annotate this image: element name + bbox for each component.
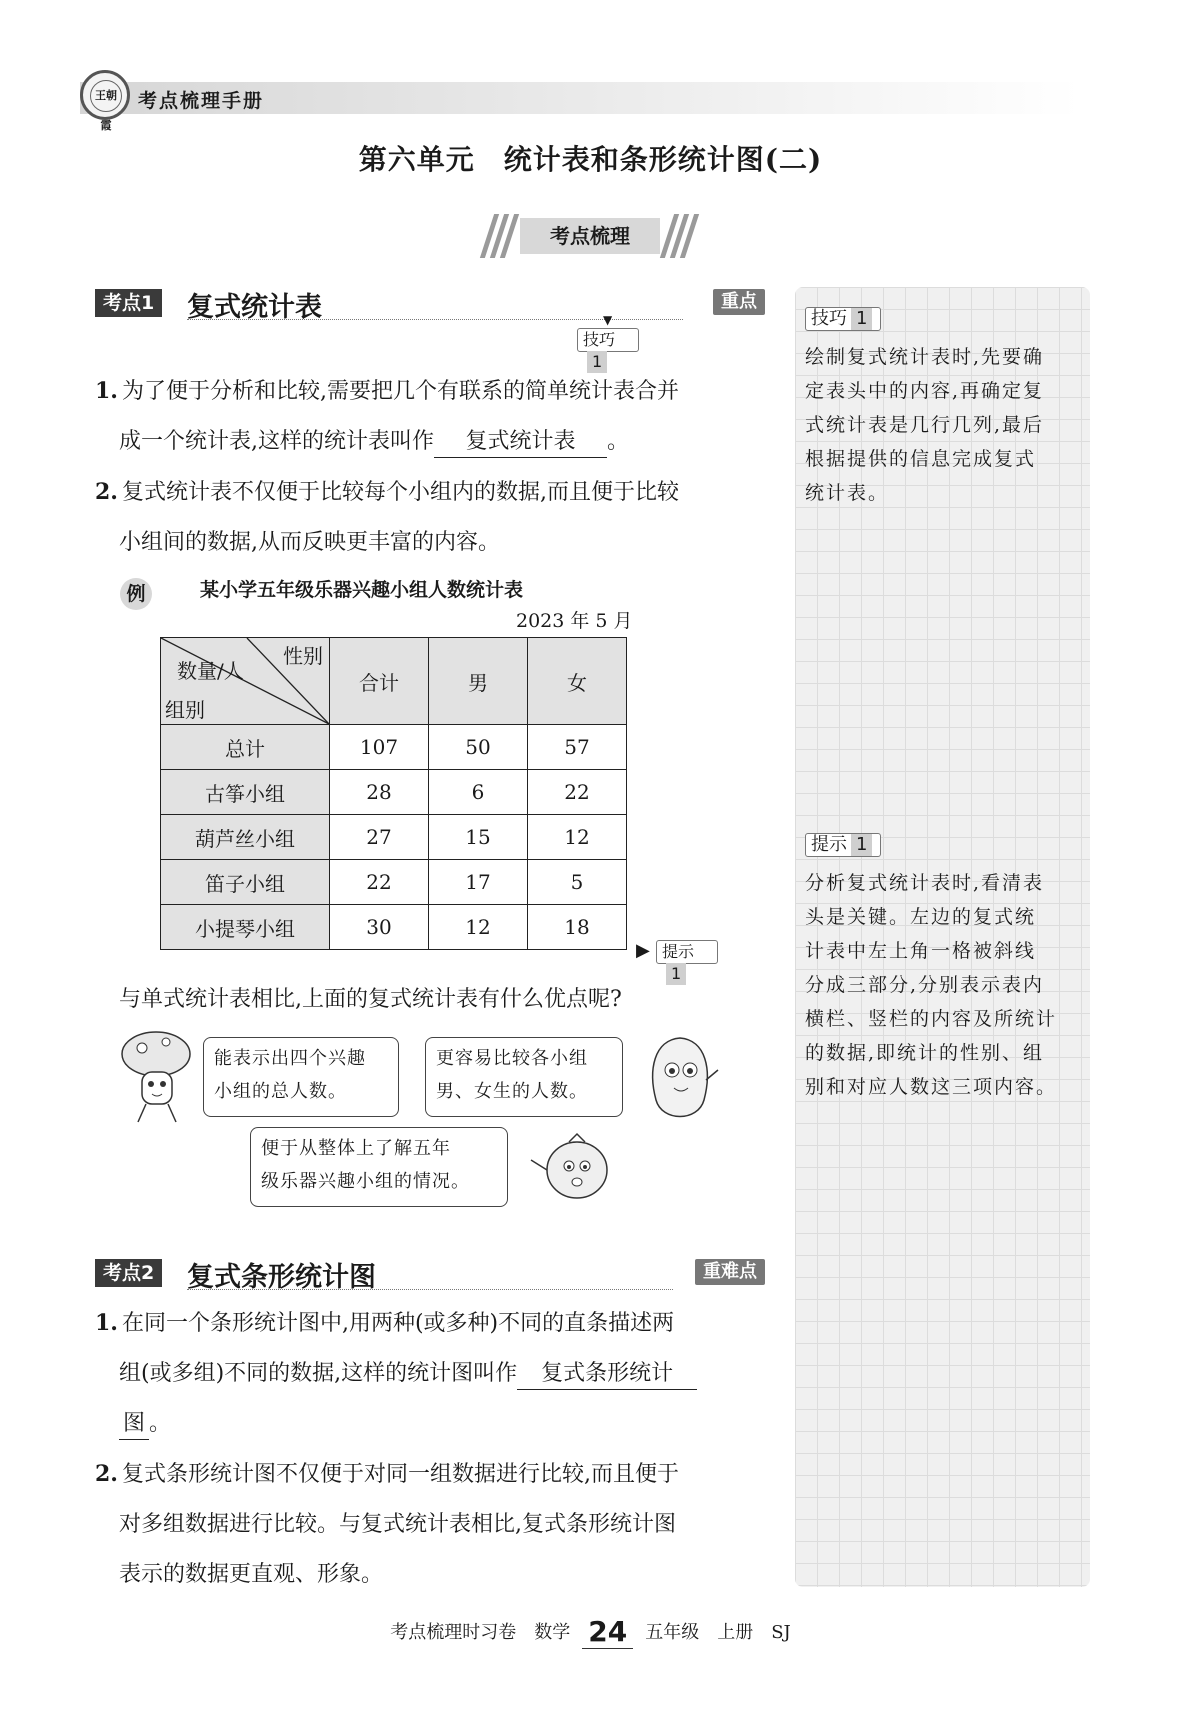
corner-top-label: 性别 <box>283 644 323 668</box>
bubble-line: 小组的总人数。 <box>214 1081 347 1102</box>
kp1-title: 复式统计表 <box>187 292 322 323</box>
sidebar-tip-line: 定表头中的内容,再确定复 <box>805 380 1045 402</box>
kp2-item1-line1: 在同一个条形统计图中,用两种(或多种)不同的直条描述两 <box>121 1311 675 1336</box>
table-row <box>161 725 627 770</box>
section-banner-label: 考点梳理 <box>550 224 630 248</box>
section-banner <box>485 214 695 258</box>
row-label: 小提琴小组 <box>161 905 330 950</box>
sidebar-hint-label: 提示 <box>811 834 847 855</box>
kp2-item2-line1: 复式条形统计图不仅便于对同一组数据进行比较,而且便于 <box>121 1462 679 1487</box>
sidebar-tip-label: 技巧 <box>811 308 847 329</box>
kp1-item1-line1: 为了便于分析和比较,需要把几个有联系的简单统计表合并 <box>121 379 679 404</box>
table-row <box>161 905 627 950</box>
kp2-tag: 考点2 <box>95 1259 162 1287</box>
table-cell: 5 <box>528 860 627 905</box>
hint-marker-label: 提示 <box>662 942 695 961</box>
table-cell: 12 <box>528 815 627 860</box>
corner-mid-label: 数量/人 <box>177 659 244 683</box>
kp1-item1-end: 。 <box>607 429 630 454</box>
kp2-item1-answer: 复式条形统计 <box>517 1359 697 1390</box>
corner-bottom-label: 组别 <box>165 698 205 722</box>
mushroom-character-icon <box>118 1028 200 1128</box>
sidebar-hint-line: 的数据,即统计的性别、组 <box>805 1042 1045 1064</box>
arrow-right-icon: ▶ <box>636 940 650 961</box>
sidebar-hint-line: 横栏、竖栏的内容及所统计 <box>805 1008 1058 1030</box>
row-label: 笛子小组 <box>161 860 330 905</box>
kp1-item1-num: 1. <box>95 378 118 404</box>
publisher-logo <box>80 70 130 132</box>
kp1-heading <box>95 285 765 323</box>
kp1-item2-num: 2. <box>95 479 118 505</box>
kp1-badge: 重点 <box>713 289 765 315</box>
sidebar-hint-num: 1 <box>851 834 872 856</box>
kp2-heading <box>95 1255 765 1293</box>
kp1-question: 与单式统计表相比,上面的复式统计表有什么优点呢? <box>119 987 622 1012</box>
kp2-title: 复式条形统计图 <box>187 1262 376 1293</box>
sidebar-hint-line: 分成三部分,分别表示表内 <box>805 974 1045 996</box>
row-label: 总计 <box>161 725 330 770</box>
page-footer <box>0 1612 1181 1646</box>
page-number: 24 <box>582 1615 633 1649</box>
sidebar-hint-text <box>805 866 1075 1104</box>
sidebar-tip-line: 根据提供的信息完成复式 <box>805 448 1037 470</box>
logo-text: 王朝霞 <box>90 80 122 112</box>
speech-bubble <box>425 1037 623 1117</box>
table-col-header: 女 <box>528 638 627 725</box>
table-row <box>161 860 627 905</box>
sidebar-tip-tag <box>805 307 881 331</box>
sidebar-tip-line: 绘制复式统计表时,先要确 <box>805 346 1045 368</box>
table-col-header: 合计 <box>330 638 429 725</box>
handbook-title: 考点梳理手册 <box>138 90 265 112</box>
table-cell: 17 <box>429 860 528 905</box>
arrow-down-icon: ▼ <box>603 313 613 327</box>
kp1-item1-line2: 成一个统计表,这样的统计表叫作 <box>119 429 434 454</box>
table-cell: 28 <box>330 770 429 815</box>
hint-marker <box>656 940 718 983</box>
footer-left: 考点梳理时习卷 数学 <box>390 1622 571 1643</box>
kp2-item1-num: 1. <box>95 1310 118 1336</box>
table-cell: 107 <box>330 725 429 770</box>
fruit-character-icon <box>640 1030 720 1130</box>
kp2-dotted-line <box>187 1289 673 1290</box>
row-label: 葫芦丝小组 <box>161 815 330 860</box>
kp1-item2-line1: 复式统计表不仅便于比较每个小组内的数据,而且便于比较 <box>121 480 679 505</box>
kp2-item1-line2: 组(或多组)不同的数据,这样的统计图叫作 <box>119 1361 518 1386</box>
footer-right: 五年级 上册 SJ <box>645 1622 791 1643</box>
table-header-row <box>161 638 627 725</box>
kp1-item1-answer: 复式统计表 <box>434 427 607 458</box>
kp2-item2-num: 2. <box>95 1461 118 1487</box>
tip-marker <box>577 328 639 371</box>
sidebar-tip-line: 式统计表是几行几列,最后 <box>805 414 1045 436</box>
tomato-character-icon <box>525 1130 625 1210</box>
tip-marker-label: 技巧 <box>583 330 616 349</box>
chapter-title: 第六单元 统计表和条形统计图(二) <box>358 143 823 176</box>
sidebar-tip-line: 统计表。 <box>805 482 890 504</box>
bubble-line: 便于从整体上了解五年 <box>261 1138 451 1159</box>
speech-bubble <box>203 1037 399 1117</box>
kp2-item2-line3: 表示的数据更直观、形象。 <box>119 1562 384 1587</box>
table-cell: 27 <box>330 815 429 860</box>
kp2-badge: 重难点 <box>695 1259 765 1285</box>
example-mark: 例 <box>120 578 152 610</box>
table-cell: 57 <box>528 725 627 770</box>
table-title: 某小学五年级乐器兴趣小组人数统计表 <box>200 579 524 601</box>
sidebar-hint-line: 头是关键。左边的复式统 <box>805 906 1037 928</box>
table-cell: 30 <box>330 905 429 950</box>
sidebar-hint-line: 计表中左上角一格被斜线 <box>805 940 1037 962</box>
bubble-line: 级乐器兴趣小组的情况。 <box>261 1171 470 1192</box>
table-cell: 6 <box>429 770 528 815</box>
kp1-item2-line2: 小组间的数据,从而反映更丰富的内容。 <box>119 530 500 555</box>
kp1-tag: 考点1 <box>95 289 162 317</box>
table-row <box>161 770 627 815</box>
sidebar-hint-line: 别和对应人数这三项内容。 <box>805 1076 1058 1098</box>
table-col-header: 男 <box>429 638 528 725</box>
sidebar-tip-text <box>805 340 1075 510</box>
table-cell: 22 <box>330 860 429 905</box>
kp2-item1 <box>95 1298 765 1600</box>
sidebar-hint-tag <box>805 833 881 857</box>
row-label: 古筝小组 <box>161 770 330 815</box>
kp2-item1-end: 。 <box>149 1411 172 1436</box>
sidebar-hint-line: 分析复式统计表时,看清表 <box>805 872 1045 894</box>
table-date: 2023 年 5 月 <box>516 610 633 632</box>
sidebar-tip-num: 1 <box>851 308 872 330</box>
table-cell: 50 <box>429 725 528 770</box>
table-cell: 15 <box>429 815 528 860</box>
hint-marker-num: 1 <box>666 963 686 985</box>
table-cell: 18 <box>528 905 627 950</box>
bubble-line: 更容易比较各小组 <box>436 1048 588 1069</box>
table-row <box>161 815 627 860</box>
table-cell: 12 <box>429 905 528 950</box>
table-corner-cell <box>161 638 330 725</box>
stat-table <box>160 637 627 950</box>
kp2-item2-line2: 对多组数据进行比较。与复式统计表相比,复式条形统计图 <box>119 1512 676 1537</box>
kp2-item1-answer-cont: 图 <box>119 1409 149 1440</box>
speech-bubble <box>250 1127 508 1207</box>
bubble-line: 能表示出四个兴趣 <box>214 1048 366 1069</box>
table-cell: 22 <box>528 770 627 815</box>
bubble-line: 男、女生的人数。 <box>436 1081 588 1102</box>
tip-marker-num: 1 <box>587 351 607 373</box>
kp1-item1 <box>95 366 765 568</box>
